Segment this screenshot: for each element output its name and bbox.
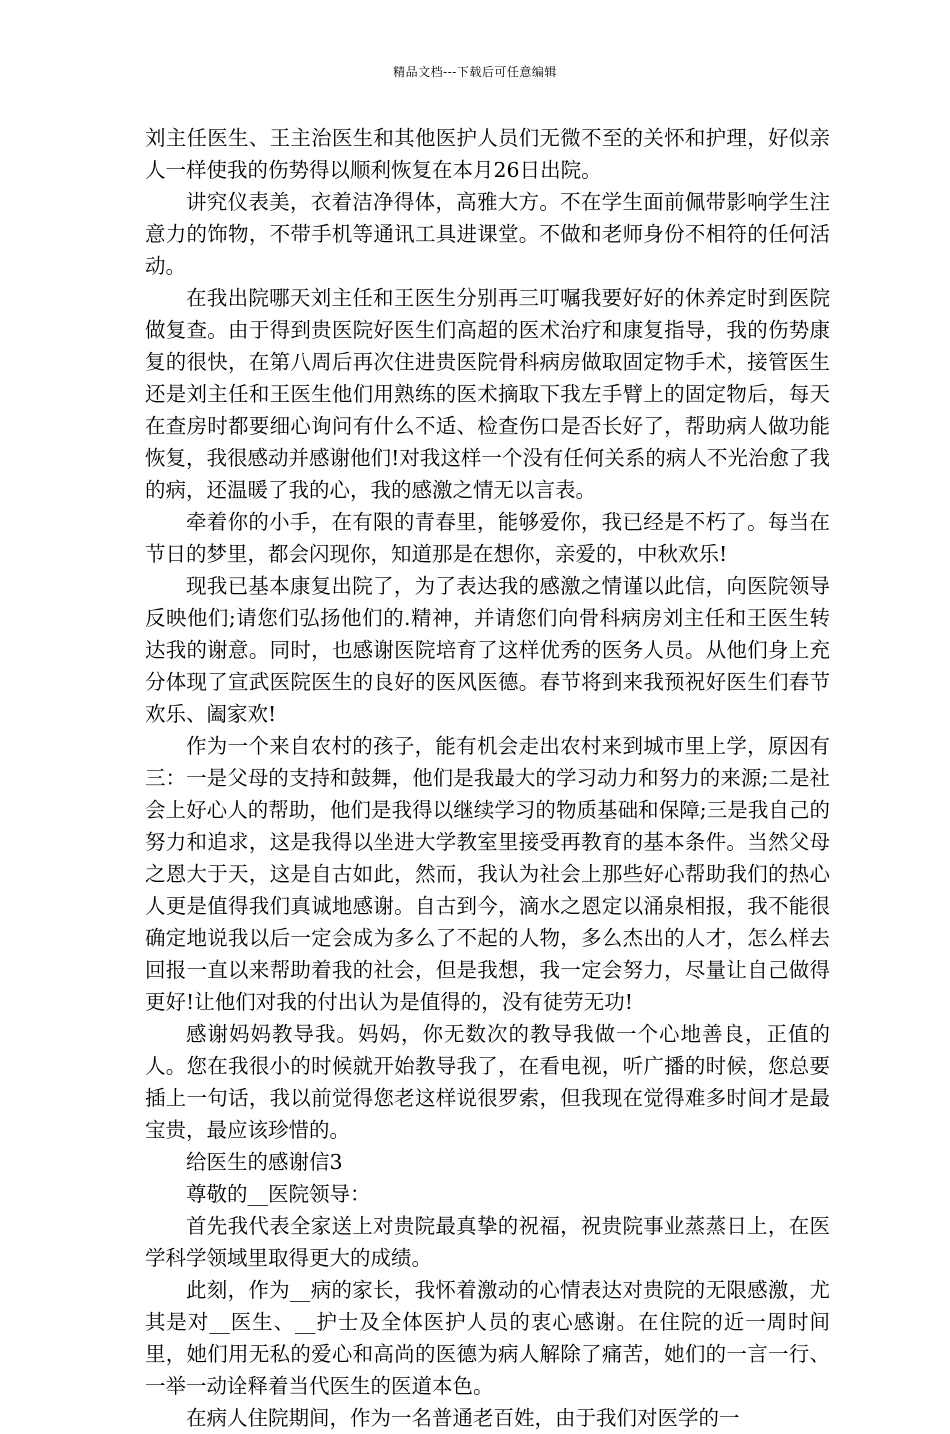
paragraph-2: 讲究仪表美，衣着洁净得体，高雅大方。不在学生面前佩带影响学生注意力的饰物，不带手机等通讯工具进课堂。不做和老师身份不相符的任何活动。 [145,190,830,278]
paragraph-8: 首先我代表全家送上对贵院最真挚的祝福，祝贵院事业蒸蒸日上，在医学科学领域里取得更大的成绩。 [145,1214,830,1270]
page-header: 精品文档---下载后可任意编辑 [393,65,557,79]
section-title: 给医生的感谢信3 [186,1150,343,1174]
paragraph-6: 作为一个来自农村的孩子，能有机会走出农村来到城市里上学，原因有三：一是父母的支持和鼓舞，他们是我最大的学习动力和努力的来源;二是社会上好心人的帮助，他们是我得以继续学习的物质基础和保障;三是我自己的努力和追求，这是我得以坐进大学教室里接受再教育的基本条件。当然父母之恩大于天，这是自古如此，然而，我认为社会上那些好心帮助我们的热心人更是值得我们真诚地感谢。自古到今，滴水之恩定以涌泉相报，我不能很确定地说我以后一定会成为多么了不起的人物，多么杰出的人才，怎么样去回报一直以来帮助着我的社会，但是我想，我一定会努力，尽量让自己做得更好!让他们对我的付出认为是值得的，没有徒劳无功! [145,734,830,1014]
paragraph-9: 此刻，作为__病的家长，我怀着激动的心情表达对贵院的无限感激，尤其是对__医生、__护士及全体医护人员的衷心感谢。在住院的近一周时间里，她们用无私的爱心和高尚的医德为病人解除了痛苦，她们的一言一行、一举一动诠释着当代医生的医道本色。 [145,1278,830,1398]
paragraph-3: 在我出院哪天刘主任和王医生分别再三叮嘱我要好好的休养定时到医院做复查。由于得到贵医院好医生们高超的医术治疗和康复指导，我的伤势康复的很快，在第八周后再次住进贵医院骨科病房做取固定物手术，接管医生还是刘主任和王医生他们用熟练的医术摘取下我左手臂上的固定物后，每天在查房时都要细心询问有什么不适、检查伤口是否长好了，帮助病人做功能恢复，我很感动并感谢他们!对我这样一个没有任何关系的病人不光治愈了我的病，还温暖了我的心，我的感激之情无以言表。 [145,286,830,502]
paragraph-5: 现我已基本康复出院了，为了表达我的感激之情谨以此信，向医院领导反映他们;请您们弘扬他们的.精神，并请您们向骨科病房刘主任和王医生转达我的谢意。同时，也感谢医院培育了这样优秀的医务人员。从他们身上充分体现了宣武医院医生的良好的医风医德。春节将到来我预祝好医生们春节欢乐、阖家欢! [145,574,830,726]
paragraph-4: 牵着你的小手，在有限的青春里，能够爱你，我已经是不朽了。每当在节日的梦里，都会闪现你，知道那是在想你，亲爱的，中秋欢乐! [145,510,830,566]
paragraph-1: 刘主任医生、王主治医生和其他医护人员们无微不至的关怀和护理，好似亲人一样使我的伤势得以顺利恢复在本月26日出院。 [145,126,830,182]
document-body [145,122,830,1434]
salutation: 尊敬的__医院领导： [186,1182,371,1206]
paragraph-7: 感谢妈妈教导我。妈妈，你无数次的教导我做一个心地善良，正值的人。您在我很小的时候就开始教导我了，在看电视，听广播的时候，您总要插上一句话，我以前觉得您老这样说很罗索，但我现在觉得难多时间才是最宝贵，最应该珍惜的。 [145,1022,830,1142]
paragraph-10: 在病人住院期间，作为一名普通老百姓，由于我们对医学的一 [186,1406,740,1430]
